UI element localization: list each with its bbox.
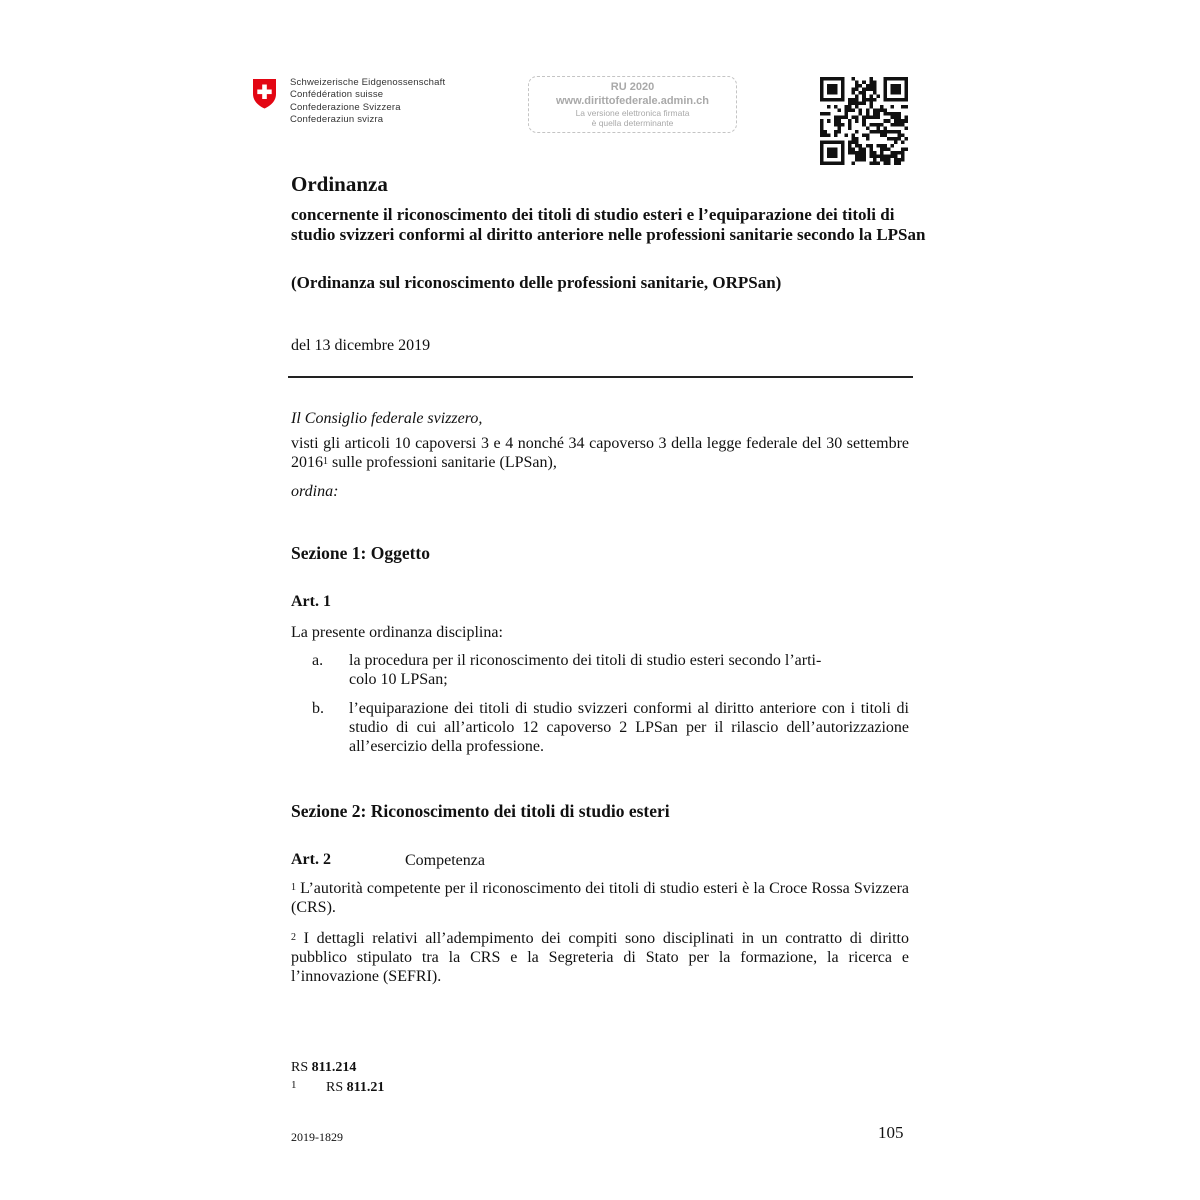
document-id: 2019-1829 bbox=[291, 1130, 343, 1144]
stamp-collection: RU 2020 bbox=[610, 81, 655, 93]
paragraph-text: I dettagli relativi all’adempimento dei compiti sono disciplinati in un contratto di diritto pubblico stipulato tra la CRS e la Segreteria di Stato per la formazione, la ricerca e l’innovazione (SEFRI). bbox=[291, 930, 909, 985]
swiss-crest-icon bbox=[252, 78, 277, 109]
rs-reference bbox=[291, 1060, 356, 1076]
footnote-prefix: RS bbox=[326, 1080, 344, 1095]
footnote-1-text bbox=[326, 1080, 384, 1096]
footnote-1 bbox=[291, 1080, 297, 1096]
stamp-url[interactable]: www.dirittofederale.admin.ch bbox=[555, 95, 709, 107]
preamble-decree: ordina: bbox=[291, 483, 339, 500]
title-divider bbox=[288, 376, 913, 378]
footnote-number: 1 bbox=[291, 1079, 297, 1091]
document-date: del 13 dicembre 2019 bbox=[291, 337, 431, 354]
article-2-number: Art. 2 bbox=[291, 851, 331, 868]
confederation-names bbox=[290, 77, 445, 126]
preamble-basis-text-end: sulle professioni sanitarie (LPSan), bbox=[328, 454, 557, 471]
section-heading-2: Sezione 2: Riconoscimento dei titoli di studio esteri bbox=[291, 801, 670, 821]
confederation-name-de: Schweizerische Eidgenossenschaft bbox=[290, 77, 446, 88]
list-item-text: l’equiparazione dei titoli di studio svizzeri conformi al diritto anteriore con i titoli di studio di cui all’articolo 12 capoverso 2 LPSan per il rilascio dell’autorizzazione all’esercizio della professione. bbox=[349, 700, 909, 755]
confederation-name-it: Confederazione Svizzera bbox=[290, 101, 401, 113]
document-short-title: (Ordinanza sul riconoscimento delle professioni sanitarie, ORPSan) bbox=[291, 273, 782, 292]
confederation-name-fr: Confédération suisse bbox=[290, 89, 384, 101]
list-item bbox=[291, 699, 909, 759]
official-compilation-stamp bbox=[528, 76, 737, 133]
list-item-text: la procedura per il riconoscimento dei titoli di studio esteri secondo l’arti- colo 10 LPSan; bbox=[349, 652, 822, 688]
qr-code-icon bbox=[820, 77, 908, 165]
paragraph-text: L’autorità competente per il riconoscimento dei titoli di studio esteri è la Croce Rossa Svizzera (CRS). bbox=[291, 880, 909, 916]
preamble-authority: Il Consiglio federale svizzero, bbox=[291, 410, 483, 427]
paragraph-number: 1 bbox=[291, 882, 296, 893]
document-title: Ordinanza bbox=[291, 172, 388, 196]
preamble-legal-basis bbox=[291, 434, 909, 472]
rs-number: 811.214 bbox=[311, 1060, 357, 1075]
stamp-note-1: La versione elettronica firmata bbox=[575, 108, 690, 118]
footnote-rs-number: 811.21 bbox=[346, 1080, 385, 1095]
article-1-intro: La presente ordinanza disciplina: bbox=[291, 624, 503, 641]
stamp-note-2: è quella determinante bbox=[591, 118, 674, 128]
confederation-name-rm: Confederaziun svizra bbox=[290, 113, 384, 125]
footnote-ref-1[interactable]: 1 bbox=[323, 456, 328, 467]
list-item-label: a. bbox=[312, 652, 324, 669]
article-1-number: Art. 1 bbox=[291, 593, 331, 610]
article-2-paragraph-2 bbox=[291, 929, 909, 986]
preamble-basis-text: visti gli articoli 10 capoversi 3 e 4 nonché 34 capoverso 3 della legge federale del 30 settembre 2016 bbox=[291, 435, 909, 471]
section-heading-1: Sezione 1: Oggetto bbox=[291, 543, 430, 563]
paragraph-number: 2 bbox=[291, 932, 296, 943]
document-subtitle: concernente il riconoscimento dei titoli di studio esteri e l’equiparazione dei titoli di studio svizzeri conformi al diritto anteriore nelle professioni sanitarie secondo la LPSan bbox=[291, 205, 926, 244]
page-number: 105 bbox=[878, 1123, 904, 1142]
list-item-label: b. bbox=[312, 700, 324, 717]
article-2-paragraph-1 bbox=[291, 879, 909, 917]
list-item bbox=[291, 651, 909, 691]
article-2-name: Competenza bbox=[405, 852, 485, 869]
rs-prefix: RS bbox=[291, 1060, 309, 1075]
